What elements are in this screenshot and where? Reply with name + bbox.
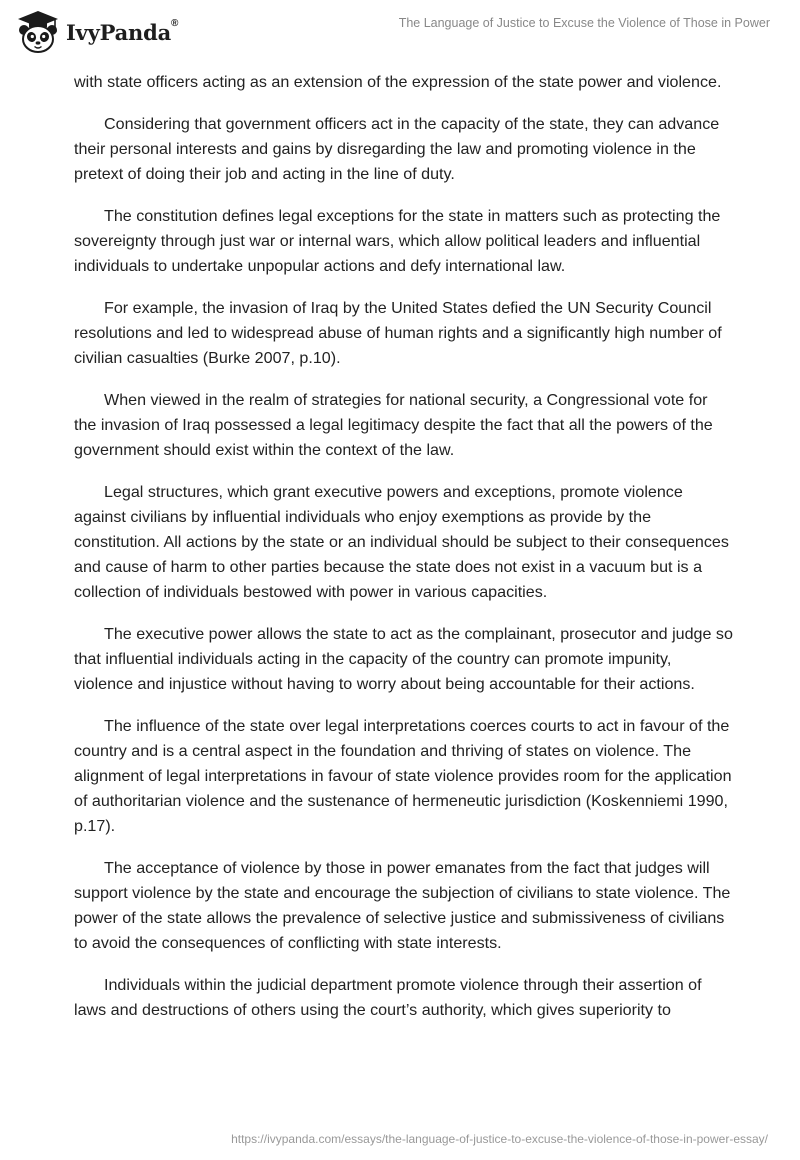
paragraph: The acceptance of violence by those in power emanates from the fact that judges will support violence by the state and encourage the subjection of civilians to state violence. The power of the state allows the prevalence of selective justice and submissiveness of civilians to avoid the consequences of conflicting with state interests. (74, 859, 731, 952)
panda-logo-icon (14, 8, 62, 56)
paragraph: Legal structures, which grant executive powers and exceptions, promote violence against civilians by influential individuals who enjoy exemptions as provide by the constitution. All actions by the state or an individual should be subject to their consequences and cause of harm to other parties because the state does not exist in a vacuum but is a collection of individuals bestowed with power in various capacities. (74, 483, 729, 601)
paragraph: with state officers acting as an extension of the expression of the state power and violence. (74, 73, 722, 91)
paragraph: The influence of the state over legal interpretations coerces courts to act in favour of the country and is a central aspect in the foundation and thriving of states on violence. The alignment of legal interpretations in favour of state violence provides room for the application of authoritarian violence and the sustenance of hermeneutic jurisdiction (Koskenniemi 1990, p.17). (74, 717, 732, 835)
page-header (0, 0, 800, 60)
document-title: The Language of Justice to Excuse the Violence of Those in Power (398, 16, 770, 30)
paragraph: Considering that government officers act in the capacity of the state, they can advance their personal interests and gains by disregarding the law and promoting violence in the pretext of doing their job and acting in the line of duty. (74, 115, 720, 183)
essay-body (74, 70, 734, 1040)
paragraph: Individuals within the judicial department promote violence through their assertion of laws and destructions of others using the court’s authority, which gives superiority to (74, 976, 702, 1019)
paragraph: The executive power allows the state to act as the complainant, prosecutor and judge so that influential individuals acting in the capacity of the country can promote impunity, violence and injustice without having to worry about being accountable for their actions. (74, 625, 733, 693)
source-url[interactable]: https://ivypanda.com/essays/the-language-of-justice-to-excuse-the-violence-of-those-in-power-essay/ (231, 1132, 768, 1146)
paragraph: The constitution defines legal exceptions for the state in matters such as protecting the sovereignty through just war or internal wars, which allow political leaders and influential individuals to undertake unpopular actions and defy international law. (74, 207, 721, 275)
brand-name: IvyPanda® (66, 17, 179, 45)
paragraph: For example, the invasion of Iraq by the United States defied the UN Security Council resolutions and led to widespread abuse of human rights and a significantly high number of civilian casualties (Burke 2007, p.10). (74, 299, 722, 367)
brand-logo[interactable] (14, 8, 178, 56)
paragraph: When viewed in the realm of strategies for national security, a Congressional vote for the invasion of Iraq possessed a legal legitimacy despite the fact that all the powers of the government should exist within the context of the law. (74, 391, 713, 459)
